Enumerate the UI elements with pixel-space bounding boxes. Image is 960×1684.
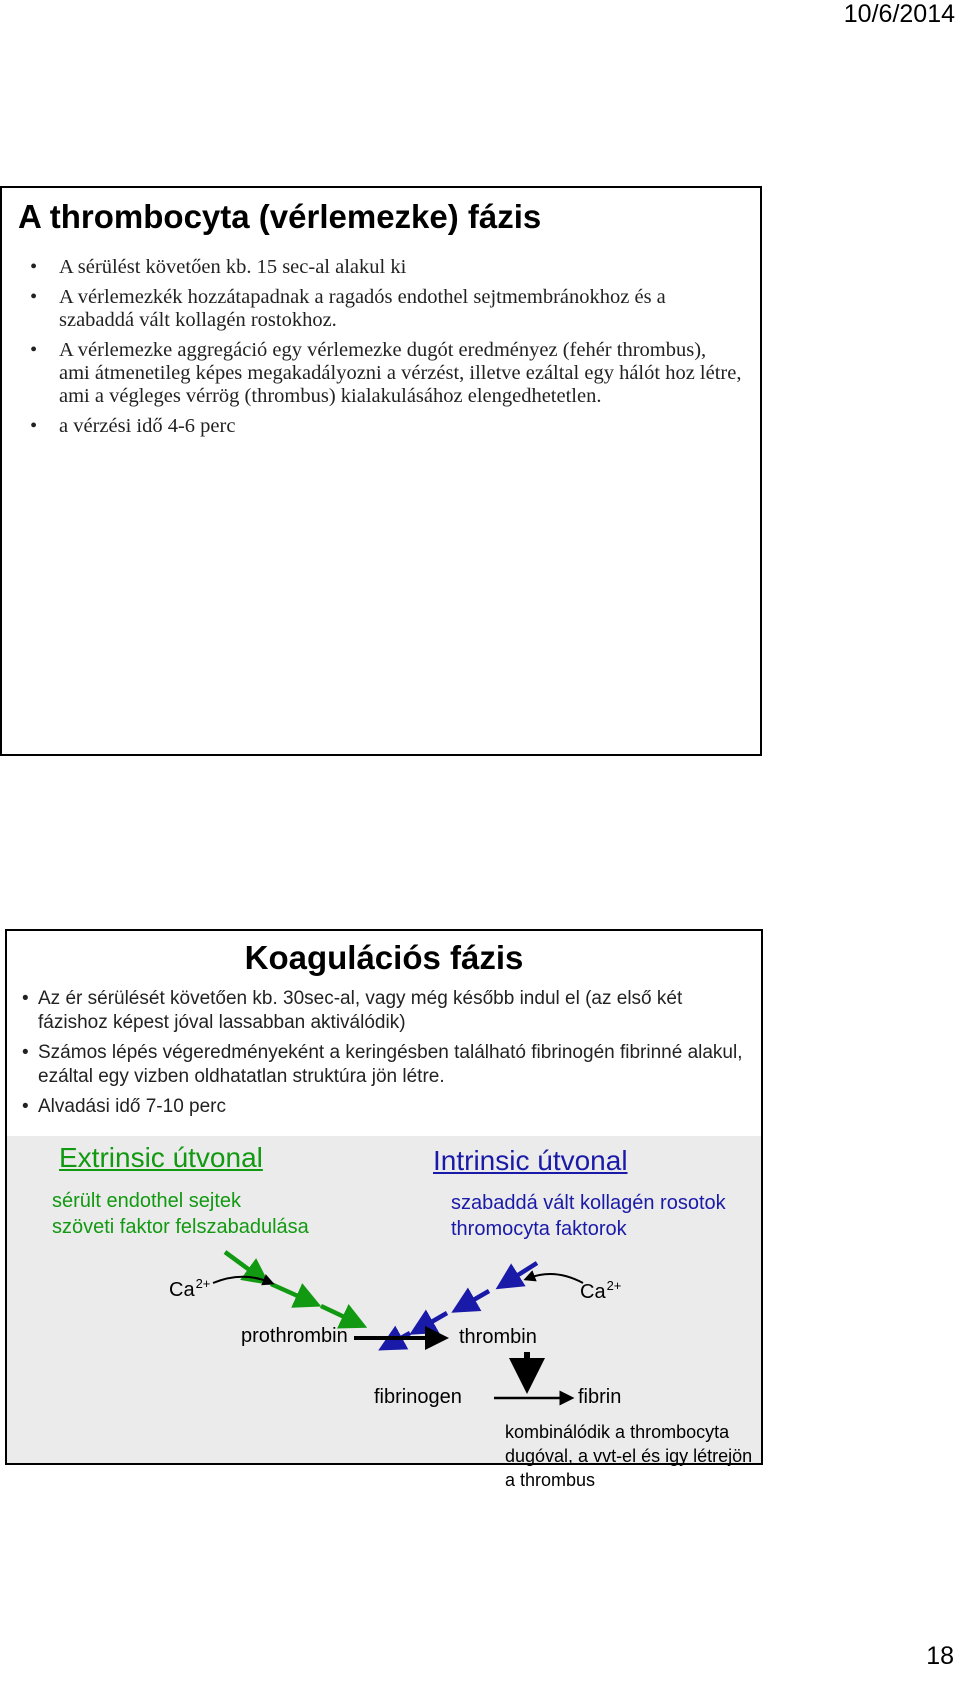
- calcium-label: $Ca^{2+}$: [169, 1276, 211, 1301]
- bullet-item: • a vérzési idő 4-6 perc: [30, 415, 236, 437]
- bullet-dot-icon: •: [30, 286, 38, 308]
- bullet-dot-icon: •: [22, 1042, 29, 1063]
- extrinsic-arrow: [225, 1252, 259, 1277]
- bullet-item: • Az ér sérülését követően kb. 30sec-al, vagy még később indul el (az első két fázishoz képest jóval lassabban aktiválódik): [22, 988, 683, 1033]
- bullet-list: [2, 256, 742, 445]
- bullet-item: • A vérlemezkék hozzátapadnak a ragadós endothel sejtmembránokhoz és a szabaddá vált kollagén rostokhoz.: [30, 286, 666, 331]
- thrombus-note: kombinálódik a thrombocyta dugóval, a vvt-el és igy létrejön a thrombus: [505, 1422, 753, 1490]
- prothrombin-label: prothrombin: [241, 1325, 348, 1347]
- bullet-item: • Alvadási idő 7-10 perc: [22, 1096, 226, 1117]
- date-header: 10/6/2014: [843, 0, 955, 28]
- bullet-dot-icon: •: [30, 256, 38, 278]
- slide-coagulation-phase: [5, 929, 763, 1490]
- bullet-item: • A sérülést követően kb. 15 sec-al alakul ki: [30, 256, 407, 278]
- slide-title: Koagulációs fázis: [244, 939, 524, 976]
- slide-title: A thrombocyta (vérlemezke) fázis: [18, 198, 542, 235]
- bullet-item: • A vérlemezke aggregáció egy vérlemezke dugót eredményez (fehér thrombus), ami átmenetileg képes megakadályozni a vérzést, illetve ezáltal egy hálót hoz létre, ami a végleges vérrög (thrombus) kialakulásához elengedhetetlen.: [30, 339, 742, 407]
- bullet-dot-icon: •: [22, 988, 29, 1009]
- fibrin-label: fibrin: [578, 1386, 622, 1408]
- bullet-list: [7, 987, 747, 1125]
- coagulation-pathway-diagram: [7, 1136, 761, 1490]
- extrinsic-arrow: [271, 1284, 309, 1301]
- intrinsic-arrow: [507, 1263, 537, 1282]
- slide-thrombocyta-phase: [0, 186, 762, 756]
- pathway-arrows: [7, 1136, 761, 1463]
- extrinsic-arrow: [321, 1306, 355, 1322]
- bullet-item: • Számos lépés végeredményeként a keringésben található fibrinogén fibrinné alakul, ezáltal egy vizben oldhatatlan struktúra jön létre.: [22, 1042, 743, 1087]
- intrinsic-arrow: [463, 1291, 489, 1306]
- page-number: 18: [926, 1642, 954, 1670]
- bullet-dot-icon: •: [30, 339, 38, 361]
- calcium-arrow: [213, 1277, 269, 1283]
- bullet-dot-icon: •: [22, 1096, 29, 1117]
- intrinsic-heading: Intrinsic útvonal: [433, 1145, 628, 1176]
- bullet-dot-icon: •: [30, 415, 38, 437]
- calcium-arrow: [529, 1274, 583, 1283]
- intrinsic-description: szabaddá vált kollagén rosotok thromocyta faktorok: [451, 1192, 726, 1240]
- extrinsic-description: sérült endothel sejtek szöveti faktor felszabadulása: [52, 1190, 309, 1238]
- fibrinogen-label: fibrinogen: [374, 1386, 462, 1408]
- extrinsic-heading: Extrinsic útvonal: [59, 1142, 263, 1173]
- calcium-label: $Ca^{2+}$: [580, 1278, 622, 1303]
- intrinsic-arrow: [421, 1313, 447, 1328]
- thrombin-label: thrombin: [459, 1326, 537, 1348]
